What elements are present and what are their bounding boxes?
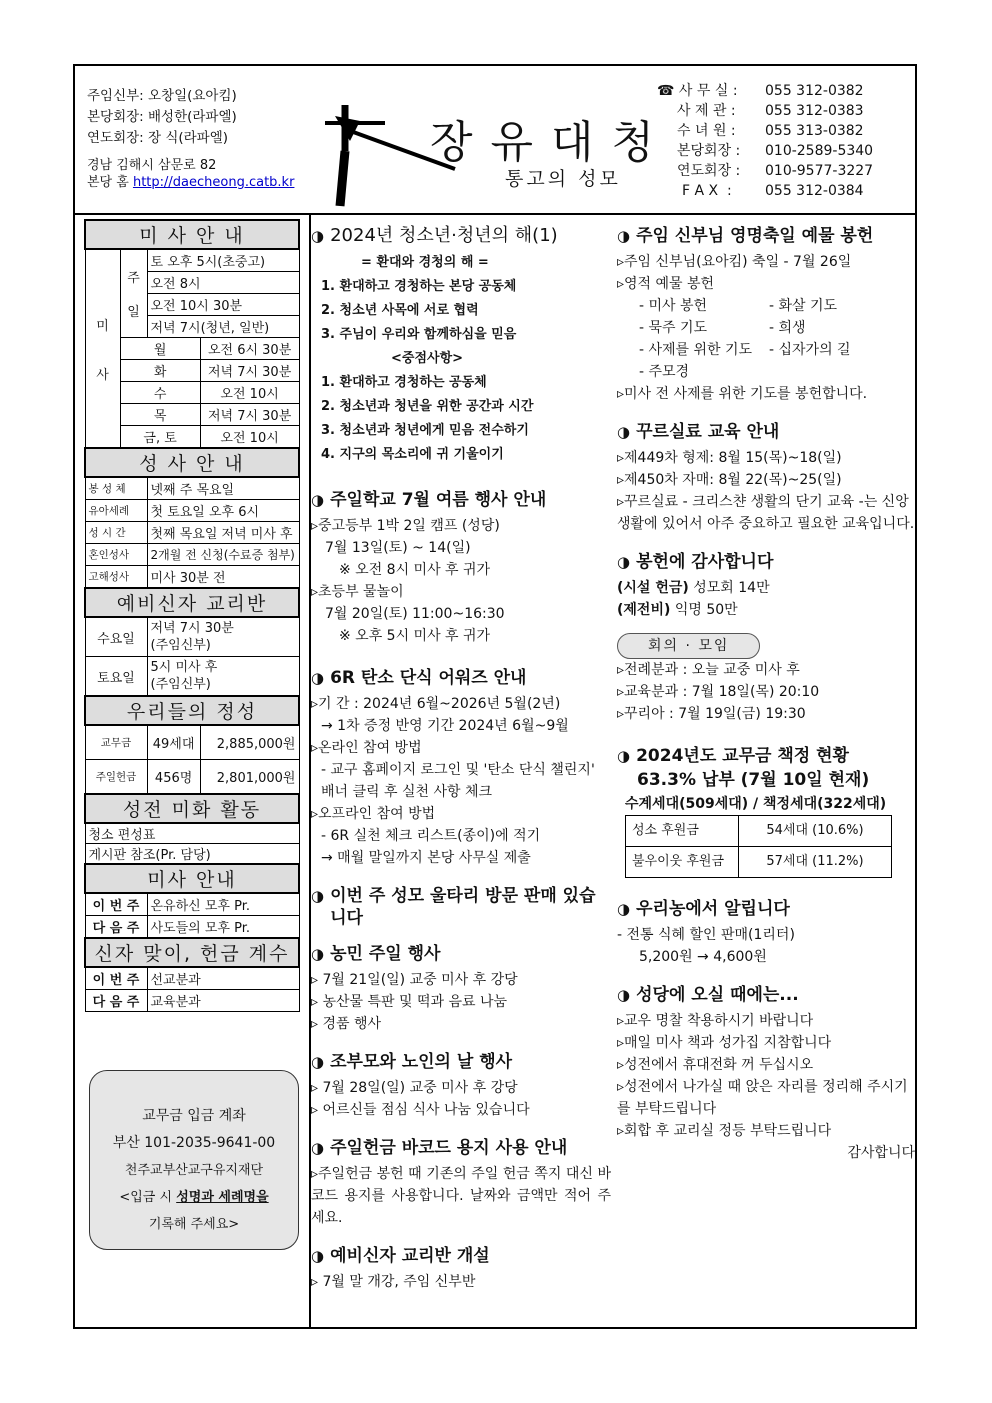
week-label: 다 음 주 — [85, 990, 147, 1012]
thanks-label: (시설 헌금) — [617, 580, 689, 596]
half-circle-icon: ◑ — [311, 945, 325, 963]
article-line: 2. 청소년과 청년을 위한 공간과 시간 — [321, 399, 534, 414]
altar-info: 게시판 참조(Pr. 담당) — [85, 844, 299, 865]
support-value: 57세대 (11.2%) — [739, 847, 892, 878]
article-line: ▹ 7월 28일(일) 교중 미사 후 강당 — [311, 1080, 518, 1096]
account-holder: 천주교부산교구유지재단 — [124, 1163, 264, 1178]
article-heading — [311, 943, 611, 965]
sacrament-info: 2개월 전 신청(수료증 첨부) — [147, 544, 299, 566]
contact-value: 055 312-0383 — [765, 103, 864, 119]
article-line: ▹ 7월 말 개강, 주임 신부반 — [311, 1274, 476, 1290]
article-line: - 전통 식혜 할인 판매(1리터) — [617, 927, 795, 943]
article-line: → 매월 말일까지 본당 사무실 제출 — [321, 850, 531, 866]
mass-time: 오전 10시 30분 — [147, 294, 299, 316]
thanks-label: (제전비) — [617, 602, 671, 618]
bulletin-page — [73, 64, 917, 1329]
article-heading — [311, 667, 611, 689]
offering-item: - 희생 — [769, 320, 806, 336]
article-line: <중점사항> — [391, 351, 464, 366]
sacrament-info: 첫째 목요일 저녁 미사 후 — [147, 522, 299, 544]
article-line: ▹성전에서 휴대전화 꺼 두십시오 — [617, 1057, 814, 1073]
mass-time: 오전 10시 — [200, 426, 299, 449]
sacrament-info: 넷째 주 목요일 — [147, 477, 299, 500]
half-circle-icon: ◑ — [311, 1139, 325, 1157]
article-line: ▹ 7월 21일(일) 교중 미사 후 강당 — [311, 972, 518, 988]
mass-time: 오전 8시 — [147, 272, 299, 294]
article-line: ▹교육분과 : 7월 18일(목) 20:10 — [617, 684, 820, 700]
half-circle-icon: ◑ — [617, 986, 631, 1004]
middle-column — [311, 213, 611, 1293]
article-line: 5,200원 → 4,600원 — [639, 949, 767, 965]
article-line: ▹영적 예물 봉헌 — [617, 276, 715, 292]
offering-item: - 미사 봉헌 — [639, 298, 708, 314]
article-line: ▹제449차 형제: 8월 15(목)~18(일) — [617, 450, 842, 466]
article-line: ▹성전에서 나가실 때 앉은 자리를 정리해 주시기를 부탁드립니다 — [617, 1079, 908, 1117]
article-title: 6R 탄소 단식 어워즈 안내 — [330, 668, 527, 688]
half-circle-icon: ◑ — [311, 227, 325, 245]
class-time: 5시 미사 후 (주임신부) — [147, 657, 299, 697]
article-line: 1. 환대하고 경청하는 본당 공동체 — [321, 279, 517, 294]
weekday: 수 — [120, 382, 200, 404]
committee: 교육분과 — [147, 990, 299, 1012]
article-line: 3. 주님이 우리와 함께하심을 믿음 — [321, 327, 517, 342]
half-circle-icon: ◑ — [311, 669, 325, 687]
right-column — [617, 213, 915, 1164]
article-line: 2. 청소년 사목에 서로 협력 — [321, 303, 479, 318]
left-column — [75, 213, 311, 1327]
article-title: 조부모와 노인의 날 행사 — [330, 1052, 513, 1072]
weekday: 화 — [120, 360, 200, 382]
section-title: 신자 맞이, 헌금 계수 — [85, 938, 299, 967]
article-line: ▹교우 명찰 착용하시기 바랍니다 — [617, 1013, 814, 1029]
article-line: ▹미사 전 사제를 위한 기도를 봉헌합니다. — [617, 386, 868, 402]
contact-value: 055 312-0382 — [765, 83, 864, 99]
sacrament-name: 유아세례 — [85, 500, 147, 522]
mass-schedule-table — [84, 219, 300, 1012]
contact-key: F A X : — [682, 183, 732, 199]
article-line: ▹주일헌금 봉헌 때 기존의 주일 헌금 쪽지 대신 바코드 용지를 사용합니다. 날짜와 금액만 적어 주세요. — [311, 1166, 611, 1226]
article-line: = 환대와 경청의 해 = — [361, 255, 489, 270]
article-line: ▹제450차 자매: 8월 22(목)~25(일) — [617, 472, 842, 488]
offering-item: - 묵주 기도 — [639, 320, 708, 336]
article-title: 2024년 청소년·청년의 해(1) — [330, 225, 558, 246]
article-line: ▹ 어르신들 점심 식사 나눔 있습니다 — [311, 1102, 530, 1118]
phone-icon: ☎ — [657, 83, 675, 99]
contact-key: 수 녀 원 : — [677, 123, 736, 139]
week-label: 이 번 주 — [85, 893, 147, 916]
mass-time: 저녁 7시 30분 — [200, 360, 299, 382]
praesidium: 온유하신 모후 Pr. — [147, 893, 299, 916]
address: 경남 김해시 삼문로 82 — [87, 158, 217, 173]
article — [311, 943, 611, 1035]
article-title: 꾸르실료 교육 안내 — [636, 422, 780, 442]
sacrament-name: 고해성사 — [85, 566, 147, 589]
half-circle-icon: ◑ — [617, 227, 631, 245]
article-line: ▹온라인 참여 방법 — [311, 740, 422, 756]
weekday: 금, 토 — [120, 426, 200, 449]
mass-time: 오전 10시 — [200, 382, 299, 404]
article-title: 농민 주일 행사 — [330, 944, 441, 964]
offering-count: 456명 — [147, 760, 200, 795]
offering-amount: 2,801,000원 — [200, 760, 299, 795]
contact-key: 사 무 실 : — [678, 83, 738, 99]
sacrament-name: 성 시 간 — [85, 522, 147, 544]
payment-rate: 63.3% 납부 (7월 10일 현재) — [637, 770, 870, 790]
header-officers — [87, 86, 294, 191]
article-title: 예비신자 교리반 개설 — [330, 1246, 490, 1266]
article-heading — [311, 1137, 611, 1159]
district-president: 연도회장: 장 식(라파엘) — [87, 130, 229, 146]
households: 수계세대(509세대) / 책정세대(322세대) — [625, 796, 887, 812]
article-line: ※ 오전 8시 미사 후 귀가 — [339, 562, 491, 578]
contact-value: 055 313-0382 — [765, 123, 864, 139]
account-box — [89, 1070, 299, 1250]
contact-value: 010-9577-3227 — [765, 163, 874, 179]
week-label: 다 음 주 — [85, 916, 147, 939]
thanks-value: 성모회 14만 — [688, 580, 770, 596]
half-circle-icon: ◑ — [311, 887, 325, 905]
article-heading — [311, 885, 611, 929]
class-day: 수요일 — [85, 617, 147, 657]
bulletin-title: 장유대청 — [430, 117, 673, 168]
article-heading — [311, 1051, 611, 1073]
half-circle-icon: ◑ — [617, 423, 631, 441]
half-circle-icon: ◑ — [617, 553, 631, 571]
article-title: 주임 신부님 영명축일 예물 봉헌 — [636, 226, 874, 246]
article-heading — [311, 489, 611, 511]
mass-time: 토 오후 5시(초중고) — [147, 249, 299, 272]
article-heading — [311, 225, 611, 247]
article-line: ▹기 간 : 2024년 6월~2026년 5월(2년) — [311, 696, 561, 712]
week-label: 이 번 주 — [85, 967, 147, 990]
article-line: 1. 환대하고 경청하는 공동체 — [321, 375, 487, 390]
half-circle-icon: ◑ — [311, 1247, 325, 1265]
article-title: 주일헌금 바코드 용지 사용 안내 — [330, 1138, 568, 1158]
contact-value: 010-2589-5340 — [765, 143, 874, 159]
section-title: 예비신자 교리반 — [85, 588, 299, 617]
support-table — [625, 815, 892, 878]
sacrament-info: 첫 토요일 오후 6시 — [147, 500, 299, 522]
offering-type: 주일헌금 — [85, 760, 147, 795]
support-type: 성소 후원금 — [626, 816, 739, 847]
article-line: ※ 오후 5시 미사 후 귀가 — [339, 628, 491, 644]
article-line: ▹ 농산물 특판 및 떡과 음료 나눔 — [311, 994, 508, 1010]
article-line: - 6R 실천 체크 리스트(종이)에 적기 — [321, 828, 541, 844]
offering-type: 교무금 — [85, 725, 147, 760]
article-line: ▹꾸르실료 - 크리스챤 생활의 단기 교육 -는 신앙생활에 있어서 아주 중요하고 필요한 교육입니다. — [617, 494, 915, 532]
half-circle-icon: ◑ — [311, 491, 325, 509]
article — [311, 1137, 611, 1229]
praesidium: 사도들의 모후 Pr. — [147, 916, 299, 939]
account-note: 기록해 주세요> — [148, 1217, 240, 1232]
weekday: 목 — [120, 404, 200, 426]
article-line: ▹ 경품 행사 — [311, 1016, 382, 1032]
sacrament-name: 봉 성 체 — [85, 477, 147, 500]
account-note: <입금 시 — [119, 1190, 177, 1205]
article-heading — [311, 1245, 611, 1267]
article-line: ▹매일 미사 책과 성가집 지참합니다 — [617, 1035, 832, 1051]
contact-key: 사 제 관 : — [677, 103, 736, 119]
contact-key: 연도회장 : — [677, 163, 741, 179]
support-value: 54세대 (10.6%) — [739, 816, 892, 847]
sacrament-name: 혼인성사 — [85, 544, 147, 566]
article-line: ▹회합 후 교리실 정등 부탁드립니다 — [617, 1123, 832, 1139]
article-line: 7월 13일(토) ~ 14(일) — [325, 540, 471, 556]
altar-info: 청소 편성표 — [85, 823, 299, 844]
article-line: - 교구 홈페이지 로그인 및 '탄소 단식 챌린지' 배너 클릭 후 실천 사항 체크 — [321, 762, 595, 800]
weekday: 월 — [120, 338, 200, 360]
section-title: 성전 미화 활동 — [85, 794, 299, 823]
support-type: 불우이웃 후원금 — [626, 847, 739, 878]
mass-side-label: 미 사 — [85, 249, 120, 448]
article-line: → 1차 증정 반영 기간 2024년 6월~9월 — [321, 718, 569, 734]
section-title: 우리들의 정성 — [85, 696, 299, 725]
article — [311, 1245, 611, 1293]
account-title: 교무금 입금 계좌 — [142, 1108, 246, 1124]
bulletin-subtitle: 통고의 성모 — [505, 168, 621, 190]
article-line: ▹초등부 물놀이 — [311, 584, 404, 600]
half-circle-icon: ◑ — [617, 900, 631, 918]
mass-time: 저녁 7시(청년, 일반) — [147, 316, 299, 338]
article-line: 4. 지구의 목소리에 귀 기울이기 — [321, 447, 504, 462]
article-title: 우리농에서 알립니다 — [636, 899, 790, 919]
contact-value: 055 312-0384 — [765, 183, 864, 199]
article — [311, 489, 611, 647]
offering-item: - 주모경 — [639, 364, 690, 380]
thanks-value: 익명 50만 — [670, 602, 738, 618]
article-title: 이번 주 성모 울타리 방문 판매 있습니다 — [330, 886, 596, 928]
sunday-label: 주 일 — [120, 249, 147, 338]
mass-time: 오전 6시 30분 — [200, 338, 299, 360]
article — [311, 225, 611, 467]
home-label: 본당 홈 — [87, 175, 133, 190]
closing-thanks: 감사합니다 — [847, 1145, 915, 1161]
section-title: 성 사 안 내 — [85, 448, 299, 477]
class-time: 저녁 7시 30분 (주임신부) — [147, 617, 299, 657]
article — [311, 1051, 611, 1121]
section-title: 미사 안내 — [85, 864, 299, 893]
half-circle-icon: ◑ — [311, 1053, 325, 1071]
contact-key: 본당회장 : — [677, 143, 741, 159]
article — [311, 885, 611, 929]
offering-item: - 사제를 위한 기도 — [639, 342, 753, 358]
article-line: ▹꾸리아 : 7월 19일(금) 19:30 — [617, 706, 806, 722]
article — [311, 667, 611, 869]
class-day: 토요일 — [85, 657, 147, 697]
article-title: 2024년도 교무금 책정 현황 — [636, 746, 849, 766]
sacrament-info: 미사 30분 전 — [147, 566, 299, 589]
offering-item: - 십자가의 길 — [769, 342, 851, 358]
article-title: 주일학교 7월 여름 행사 안내 — [330, 490, 547, 510]
article-line: ▹전례분과 : 오늘 교중 미사 후 — [617, 662, 800, 678]
article-line: ▹오프라인 참여 방법 — [311, 806, 436, 822]
article-line: ▹주임 신부님(요아킴) 축일 - 7월 26일 — [617, 254, 852, 270]
half-circle-icon: ◑ — [617, 747, 631, 765]
article-title: 봉헌에 감사합니다 — [636, 552, 774, 572]
header — [75, 66, 915, 215]
account-note-bold: 성명과 세례명을 — [176, 1190, 269, 1205]
article-title: 성당에 오실 때에는... — [636, 985, 799, 1005]
contacts — [657, 81, 873, 201]
offering-item: - 화살 기도 — [769, 298, 838, 314]
parish-president: 본당회장: 배성한(라파엘) — [87, 109, 237, 125]
offering-amount: 2,885,000원 — [200, 725, 299, 760]
pastor: 주임신부: 오창일(요아킴) — [87, 88, 237, 104]
article-line: 7월 20일(토) 11:00~16:30 — [325, 606, 505, 622]
committee: 선교분과 — [147, 967, 299, 990]
section-title: 미 사 안 내 — [85, 220, 299, 249]
mass-time: 저녁 7시 30분 — [200, 404, 299, 426]
article-line: ▹중고등부 1박 2일 캠프 (성당) — [311, 518, 500, 534]
account-number: 부산 101-2035-9641-00 — [112, 1135, 276, 1151]
meeting-badge: 회의 · 모임 — [617, 633, 760, 659]
home-link[interactable]: http://daecheong.catb.kr — [132, 175, 295, 190]
offering-count: 49세대 — [147, 725, 200, 760]
article-line: 3. 청소년과 청년에게 믿음 전수하기 — [321, 423, 529, 438]
